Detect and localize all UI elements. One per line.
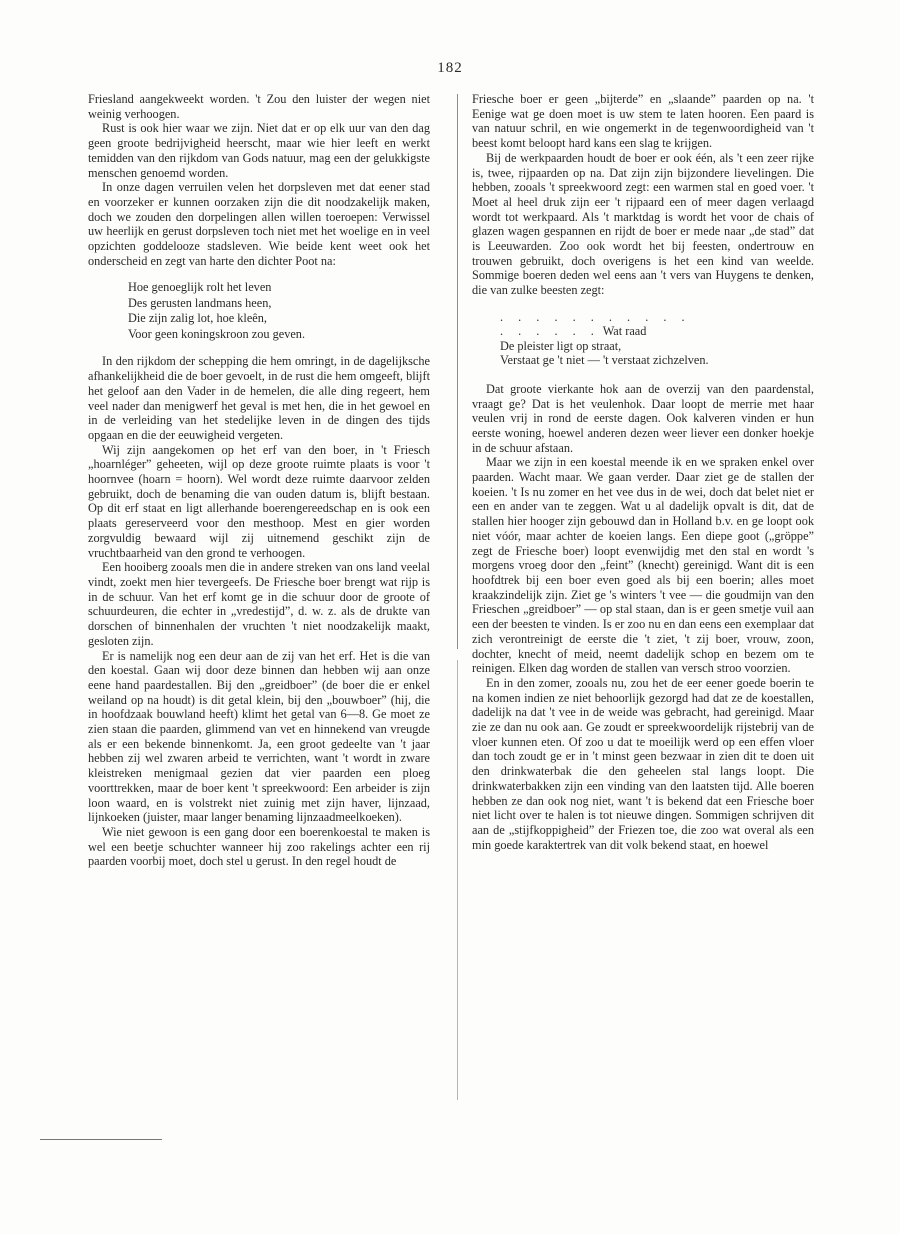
poem-line: Des gerusten landmans heen, (128, 295, 272, 310)
paragraph: In den rijkdom der schepping die hem omringt, in de dagelijksche afhankelijkheid die de boer gevoelt, in de rust die hem omgeeft, blijft het geloof aan den Vader in de hemelen, die alle ding regeert, hem veel nader dan menigwerf het geval is met hen, die in het gewoel en in de verleiding van het stedelijke leven in de dingen des tijds opgaan en die der eeuwigheid vergeten. (88, 354, 430, 442)
paragraph: Dat groote vierkante hok aan de overzij van den paardenstal, vraagt ge? Dat is het veulenhok. Daar loopt de merrie met haar veulen vrij in rond de eerste dagen. Ook kalveren vinden er hun eerste woning, hoewel anderen dezen weer liever een donker hoekje in de schuur afstaan. (472, 381, 814, 455)
right-column (472, 92, 814, 852)
paragraph: Wie niet gewoon is een gang door een boerenkoestal te maken is wel een beetje schuchter wanneer hij zoo rakelings achter een rij paarden voorbij moet, doch stel u gerust. In den regel houdt de (88, 824, 430, 869)
verse-line (500, 324, 814, 339)
poem-line: Voor geen koningskroon zou geven. (128, 326, 306, 341)
poem-quote (128, 280, 430, 342)
verse-text: Wat raad (602, 324, 647, 339)
column-divider (457, 660, 458, 1100)
paragraph: Rust is ook hier waar we zijn. Niet dat er op elk uur van den dag geen groote bedrijvigheid heerscht, maar wie hier leeft en werkt temidden van den rijkdom van Gods natuur, mag een der gelukkigste menschen genoemd worden. (88, 121, 430, 180)
paragraph: Maar we zijn in een koestal meende ik en we spraken enkel over paarden. Wacht maar. We gaan verder. Daar ziet ge de stallen der koeien. 't Is nu zomer en het vee dus in de wei, doch dat belet niet er een en ander van te zeggen. Wat u al dadelijk opvalt is dit, dat de stallen hier hooger zijn gebouwd dan in Holland b.v. en ge loopt ook niet vóór, maar achter de koeien langs. Een diepe goot („gröppe” zegt de Friesche boer) loopt evenwijdig met den stal en wordt 's morgens vroeg door den „feint” (knecht) gereinigd. Want dit is een hoofdtrek bij een boer even goed als bij een boerin; alles moet kraakzindelijk zijn. Ziet ge 's winters 't vee — die goudmijn van den Frieschen „greidboer” — op stal staan, dan is er geen smetje vuil aan een der beesten te vinden. Is er zoo nu en dan eens een exemplaar dat zich verontreinigt de eerste die 't ziet, 't zij boer, vrouw, zoon, dochter, knecht of meid, neemt dadelijk schop en bezem om te reinigen. Elken dag worden de stallen van versch stroo voorzien. (472, 455, 814, 676)
ellipsis: . . . . . . (500, 324, 600, 339)
paragraph: Friesland aangekweekt worden. 't Zou den luister der wegen niet weinig verhoogen. (88, 92, 430, 121)
poem-line: Die zijn zalig lot, hoe kleên, (128, 311, 267, 326)
poem-line: Hoe genoeglijk rolt het leven (128, 280, 272, 295)
paragraph: En in den zomer, zooals nu, zou het de eer eener goede boerin te na komen indien ze niet behoorlijk gezorgd had dat ze de koestallen, dadelijk na dat 't vee in de weide was gebracht, had gereinigd. Maar zie ze dan nu ook aan. Ge zoudt er spreekwoordelijk rijstebrij van de vloer kunnen eten. Of zoo u dat te moeilijk werd op een effen vloer dan toch zoudt ge er in 't minst geen bezwaar in zien dit te doen uit den drinkwaterbak die den geheelen stal langs loopt. Die drinkwaterbakken zijn een vinding van den laatsten tijd. Alle boeren hebben ze dan ook nog niet, want 't is bekend dat een Friesche boer niet licht over te halen is tot nieuwe dingen. Sommigen schrijven dit aan de „stijfkoppigheid” der Friezen toe, die zoo wat overal als een min goede karaktertrek van dit volk bekend staat, en hoewel (472, 675, 814, 852)
ellipsis-line: . . . . . . . . . . . (500, 309, 691, 324)
verse-line: De pleister ligt op straat, (500, 338, 622, 353)
paragraph: Bij de werkpaarden houdt de boer er ook één, als 't een zeer rijke is, twee, rijpaarden op na. Dat zijn zijn bijzondere lievelingen. Die hebben, zooals 't spreekwoord zegt: een warmen stal en goed voer. 't Moet al heel druk zijn eer 't rijpaard een of meer dagen verlaagd wordt tot werkpaard. Als 't marktdag is wordt het voor de chais of glazen wagen gespannen en rijdt de boer er mede naar „de stad” dat is Leeuwarden. Zoo ook wordt het bij feesten, ondertrouw en trouwen gebruikt, doch overigens is het een kind van weelde. Sommige boeren deden wel eens aan 't vers van Huygens te denken, die van zulke beesten zegt: (472, 150, 814, 298)
page-number: 182 (437, 60, 463, 76)
left-column (88, 92, 430, 869)
verse-line: Verstaat ge 't niet — 't verstaat zichzelven. (500, 353, 709, 368)
paragraph: Friesche boer er geen „bijterde” en „slaande” paarden op na. 't Eenige wat ge doen moet is uw stem te laten hooren. Een paard is van natuur schril, en wie ongemerkt in de tegenwoordigheid van 't beest komt beloopt hard kans een slag te krijgen. (472, 92, 814, 151)
column-divider (457, 94, 458, 649)
paragraph: Een hooiberg zooals men die in andere streken van ons land veelal vindt, zoekt men hier tevergeefs. De Friesche boer brengt wat rijp is in de schuur. Van het erf komt ge in die schuur door de groote of schuurdeuren, die echter in „vredestijd”, d. w. z. als de drukte van dorschen of binnenhalen der vruchten 't niet noodzakelijk maakt, gesloten zijn. (88, 560, 430, 648)
verse-quote (500, 310, 814, 368)
paragraph: In onze dagen verruilen velen het dorpsleven met dat eener stad en voorzeker er kunnen oorzaken zijn die dit noodzakelijk maken, doch we zouden den dorpelingen allen willen toeroepen: Verwissel uw heerlijk en gerust dorpsleven toch niet met het woelige en in veel opzichten goddelooze stadsleven. Wie beide kent weet ook het onderscheid en zegt van harte den dichter Poot na: (88, 180, 430, 268)
footnote-rule (40, 1139, 162, 1140)
paragraph: Er is namelijk nog een deur aan de zij van het erf. Het is die van den koestal. Gaan wij door deze binnen dan hebben wij aan onze eene hand paardestallen. Bij den „greidboer” (de boer die er enkel weiland op na houdt) is dit getal klein, bij den „bouwboer” (hij, die in hoofdzaak bouwland heeft) klimt het getal van 6—8. Ge moet ze zien staan die paarden, glimmend van vet en hinnekend van vreugde als er een bekende binnenkomt. Ja, een groot gedeelte van 't jaar hebben zij wel zwaren arbeid te verrichten, want 't wordt in zware kleistreken menigmaal gezien dat vier paarden een ploeg voorttrekken, maar de boer kent 't spreekwoord: Een arbeider is zijn loon waard, en is volstrekt niet zuinig met zijn haver, lijnzaad, lijnkoeken (juister, maar langer benaming lijnzaadmeelkoeken). (88, 648, 430, 825)
paragraph: Wij zijn aangekomen op het erf van den boer, in 't Friesch „hoarnléger” geheeten, wijl op deze groote ruimte plaats is voor 't hoornvee (hoarn = hoorn). Wel wordt deze ruimte daarvoor zelden gebruikt, doch de benaming die van ouden datum is, blijft bestaan. Op dit erf staat en ligt allerhande boerengereedschap en is ook een plaats gereserveerd voor den mesthoop. Mest en gier worden zorgvuldig bewaard wijl zij uitnemend geschikt zijn de vruchtbaarheid van den grond te verhoogen. (88, 442, 430, 560)
